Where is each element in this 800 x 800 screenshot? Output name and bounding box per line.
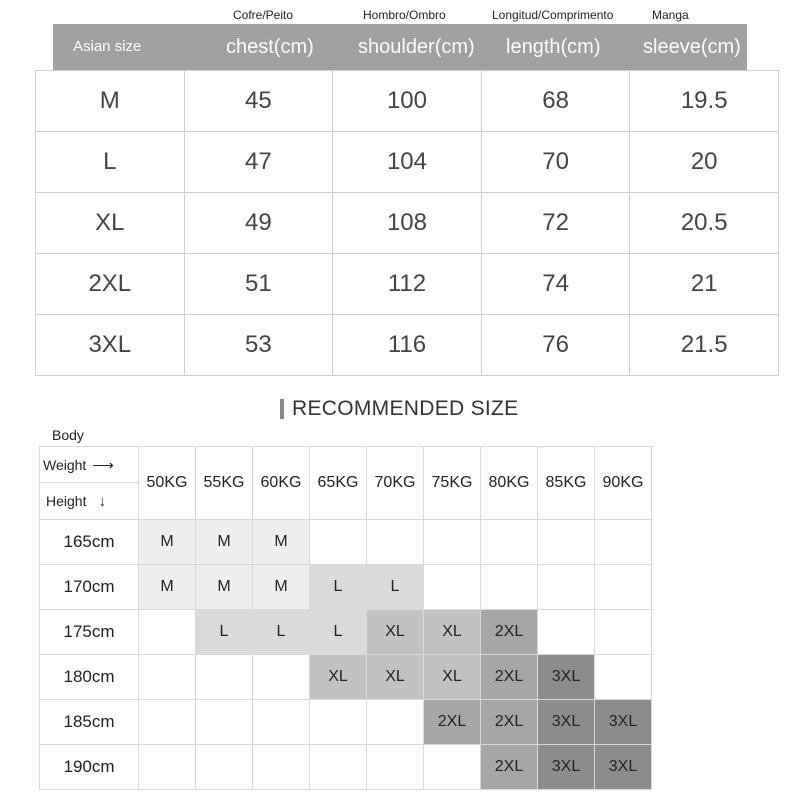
recommended-size-cell (196, 700, 253, 745)
header-length: length(cm) (506, 36, 601, 58)
measurement-cell: 19.5 (630, 71, 779, 132)
recommended-size-cell (139, 745, 196, 790)
measurement-cell: 104 (333, 132, 482, 193)
measurement-cell: 49 (184, 193, 333, 254)
height-label-cell: 180cm (40, 655, 139, 700)
weight-header-cell: 85KG (538, 447, 595, 520)
size-label-cell: M (36, 71, 185, 132)
measurement-cell: 112 (333, 254, 482, 315)
measurement-cell: 116 (333, 315, 482, 376)
recommended-size-cell (253, 655, 310, 700)
recommended-size-cell: L (310, 565, 367, 610)
measurement-cell: 76 (481, 315, 630, 376)
size-label-cell: 2XL (36, 254, 185, 315)
recommended-size-cell (481, 520, 538, 565)
recommended-size-cell: M (253, 520, 310, 565)
recommended-size-cell (481, 565, 538, 610)
shoulder-sub-label: Hombro/Ombro (363, 8, 446, 22)
recommended-size-cell: 3XL (538, 700, 595, 745)
height-label-cell: 165cm (40, 520, 139, 565)
recommended-size-cell (139, 610, 196, 655)
size-label-cell: L (36, 132, 185, 193)
measurement-cell: 20 (630, 132, 779, 193)
measurement-cell: 100 (333, 71, 482, 132)
measurement-cell: 72 (481, 193, 630, 254)
measurement-cell: 53 (184, 315, 333, 376)
recommended-size-cell: 2XL (424, 700, 481, 745)
height-row (40, 565, 652, 610)
title-accent-bar (280, 399, 284, 419)
recommended-size-cell (595, 655, 652, 700)
measurement-cell: 108 (333, 193, 482, 254)
weight-header-row (40, 447, 652, 520)
recommended-size-cell: 2XL (481, 655, 538, 700)
recommended-title (280, 396, 518, 422)
size-label-cell: 3XL (36, 315, 185, 376)
length-sub-label: Longitud/Comprimento (492, 8, 614, 22)
size-table (35, 70, 779, 376)
size-row (36, 254, 779, 315)
recommended-size-cell: 2XL (481, 700, 538, 745)
corner-cell (40, 447, 139, 520)
measurement-cell: 68 (481, 71, 630, 132)
weight-header-cell: 70KG (367, 447, 424, 520)
recommended-size-cell (538, 520, 595, 565)
recommended-size-cell (595, 520, 652, 565)
recommended-size-cell (424, 520, 481, 565)
measurement-cell: 74 (481, 254, 630, 315)
weight-header-cell: 50KG (139, 447, 196, 520)
size-row (36, 71, 779, 132)
height-row (40, 610, 652, 655)
body-label: Body (52, 427, 84, 443)
recommended-size-cell: 2XL (481, 610, 538, 655)
recommended-size-cell (595, 610, 652, 655)
height-row (40, 745, 652, 790)
recommended-size-cell: L (196, 610, 253, 655)
recommended-size-cell (538, 565, 595, 610)
weight-header-cell: 60KG (253, 447, 310, 520)
header-asian-size: Asian size (73, 38, 142, 55)
recommended-size-cell: 3XL (538, 655, 595, 700)
recommended-size-cell: M (196, 565, 253, 610)
height-axis-label: Height ↓ (46, 492, 106, 510)
recommended-size-cell: XL (310, 655, 367, 700)
arrow-right-icon: ⟶ (92, 456, 114, 474)
header-sleeve: sleeve(cm) (643, 36, 741, 58)
recommended-size-cell: M (139, 520, 196, 565)
recommended-size-cell (196, 745, 253, 790)
recommended-size-cell (538, 610, 595, 655)
recommended-size-cell (310, 700, 367, 745)
header-chest: chest(cm) (226, 36, 314, 58)
recommended-size-cell (367, 745, 424, 790)
recommended-size-cell: XL (367, 610, 424, 655)
recommended-size-cell: XL (367, 655, 424, 700)
recommended-size-cell (310, 745, 367, 790)
measurement-cell: 45 (184, 71, 333, 132)
recommended-title-text: RECOMMENDED SIZE (292, 397, 519, 420)
height-label-cell: 190cm (40, 745, 139, 790)
weight-header-cell: 55KG (196, 447, 253, 520)
recommended-size-cell (424, 745, 481, 790)
recommended-size-cell: L (310, 610, 367, 655)
recommended-size-cell (139, 700, 196, 745)
recommended-size-cell (310, 520, 367, 565)
header-shoulder: shoulder(cm) (358, 36, 475, 58)
recommended-size-cell: M (253, 565, 310, 610)
weight-header-cell: 75KG (424, 447, 481, 520)
recommended-size-cell: M (139, 565, 196, 610)
height-label-cell: 175cm (40, 610, 139, 655)
recommended-size-cell: 3XL (595, 745, 652, 790)
height-label-cell: 170cm (40, 565, 139, 610)
measurement-cell: 21.5 (630, 315, 779, 376)
recommended-size-cell (595, 565, 652, 610)
height-row (40, 700, 652, 745)
size-label-cell: XL (36, 193, 185, 254)
chest-sub-label: Cofre/Peito (233, 8, 294, 22)
size-row (36, 193, 779, 254)
measurement-cell: 70 (481, 132, 630, 193)
arrow-down-icon: ↓ (98, 492, 106, 510)
recommended-size-cell: XL (424, 610, 481, 655)
size-row (36, 132, 779, 193)
weight-header-cell: 80KG (481, 447, 538, 520)
height-row (40, 520, 652, 565)
recommended-size-cell (367, 700, 424, 745)
recommended-size-cell (367, 520, 424, 565)
measurement-cell: 51 (184, 254, 333, 315)
measurement-cell: 21 (630, 254, 779, 315)
height-label-cell: 185cm (40, 700, 139, 745)
recommended-size-cell: XL (424, 655, 481, 700)
measurement-cell: 47 (184, 132, 333, 193)
weight-header-cell: 90KG (595, 447, 652, 520)
recommended-size-cell: L (367, 565, 424, 610)
sleeve-sub-label: Manga (652, 8, 689, 22)
measurement-cell: 20.5 (630, 193, 779, 254)
recommended-size-cell (139, 655, 196, 700)
recommended-size-cell (196, 655, 253, 700)
recommended-size-cell: 2XL (481, 745, 538, 790)
height-row (40, 655, 652, 700)
recommended-size-cell: L (253, 610, 310, 655)
weight-header-cell: 65KG (310, 447, 367, 520)
recommended-size-cell: 3XL (538, 745, 595, 790)
weight-axis-label: Weight ⟶ (40, 447, 138, 483)
recommended-size-cell (424, 565, 481, 610)
recommended-size-cell (253, 745, 310, 790)
recommended-size-cell: 3XL (595, 700, 652, 745)
size-row (36, 315, 779, 376)
recommended-size-table (39, 446, 652, 790)
recommended-size-cell: M (196, 520, 253, 565)
recommended-size-cell (253, 700, 310, 745)
